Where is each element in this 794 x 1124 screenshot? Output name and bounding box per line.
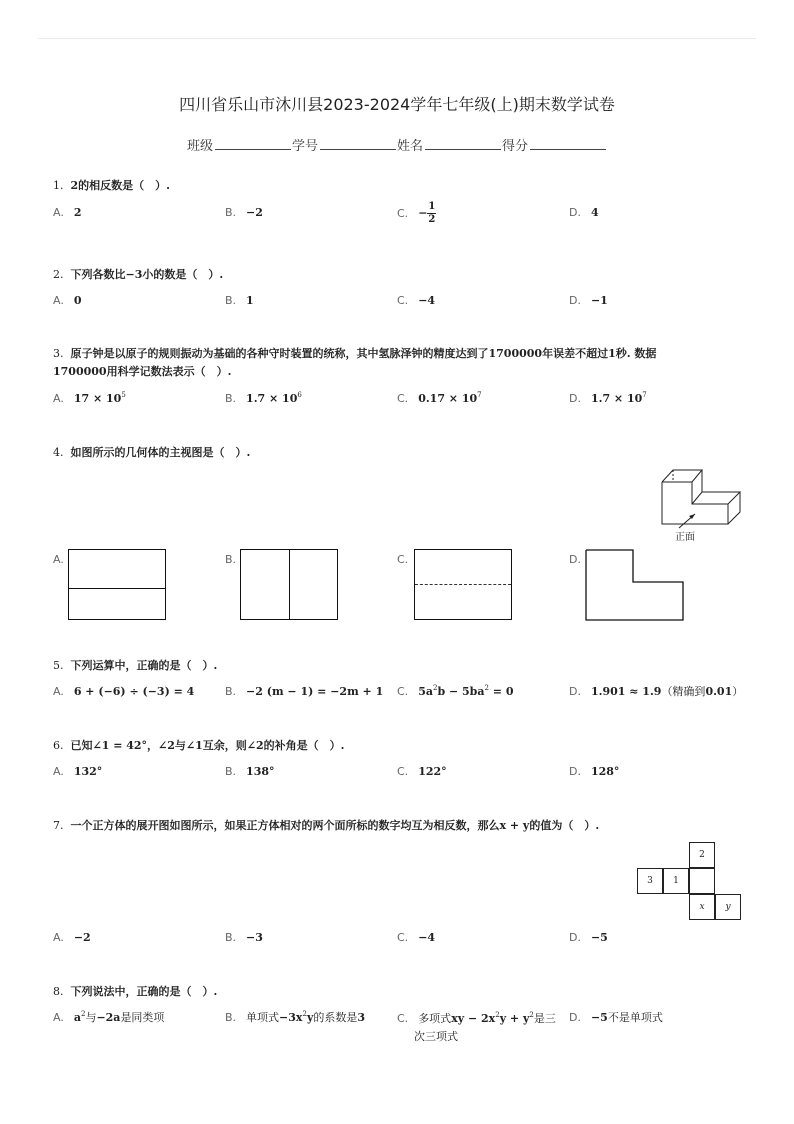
class-blank[interactable]: [215, 138, 291, 150]
q4-a-view: [68, 549, 166, 620]
question-number: 2.: [53, 268, 64, 281]
q2-option-c[interactable]: C. −4: [397, 294, 436, 307]
question-2: [53, 266, 223, 284]
question-8: [53, 983, 217, 1001]
q8-option-d[interactable]: D. −5不是单项式: [569, 1011, 663, 1024]
front-label: 正面: [675, 532, 695, 543]
q1-option-c[interactable]: C. − $\frac{1}{2}$: [397, 201, 436, 225]
q4-option-b[interactable]: B.: [225, 553, 237, 566]
question-number: 4.: [53, 446, 64, 459]
q4-d-view: [585, 549, 685, 621]
q6-option-d[interactable]: D. 128°: [569, 765, 620, 778]
question-4: [53, 444, 250, 462]
fraction: $\frac{1}{2}$: [428, 201, 436, 225]
q4-option-d[interactable]: D.: [569, 553, 581, 566]
q6-option-b[interactable]: B. 138°: [225, 765, 275, 778]
question-number: 7.: [53, 819, 64, 832]
q4-option-c[interactable]: C.: [397, 553, 409, 566]
class-label: 班级: [186, 139, 213, 154]
q5-option-d[interactable]: D. 1.901 ≈ 1.9（精确到0.01）: [569, 685, 744, 698]
horizontal-divider: [69, 588, 165, 589]
score-blank[interactable]: [530, 138, 606, 150]
q5-option-a[interactable]: A. 6 + (−6) ÷ (−3) = 4: [53, 685, 195, 698]
question-text: 已知∠1 = 42°，∠2与∠1互余，则∠2的补角是（ ）.: [70, 739, 345, 752]
question-3: [53, 345, 753, 381]
student-info-line: [0, 135, 794, 154]
question-text: 如图所示的几何体的主视图是（ ）.: [70, 446, 251, 459]
q1-option-b[interactable]: B. −2: [225, 206, 263, 219]
question-text: 下列说法中，正确的是（ ）.: [70, 985, 218, 998]
net-face-top: 2: [689, 842, 715, 868]
q6-option-a[interactable]: A. 132°: [53, 765, 103, 778]
q6-option-c[interactable]: C. 122°: [397, 765, 447, 778]
question-number: 1.: [53, 179, 64, 192]
vertical-divider: [289, 550, 290, 619]
question-text: 一个正方体的展开图如图所示，如果正方体相对的两个面所标的数字均互为相反数，那么x + y的值为（ ）.: [70, 819, 600, 832]
page-title: 四川省乐山市沐川县2023-2024学年七年级(上)期末数学试卷: [179, 95, 615, 114]
question-6: [53, 737, 345, 755]
question-number: 8.: [53, 985, 64, 998]
id-label: 学号: [291, 139, 318, 154]
net-face-center: [689, 868, 715, 894]
question-5: [53, 657, 217, 675]
q3-option-d[interactable]: D. $1.7 \times 10^7$: [569, 391, 647, 405]
question-text-line1: 原子钟是以原子的规则振动为基础的各种守时装置的统称，其中氢脉泽钟的精度达到了1700000年误差不超过1秒. 数据: [70, 347, 657, 360]
name-label: 姓名: [397, 139, 424, 154]
q8-option-a[interactable]: A. $a^2$与−2a是同类项: [53, 1010, 165, 1024]
net-face-left: 3: [637, 868, 663, 894]
q5-option-c[interactable]: C. $5a^2b - 5ba^2 = 0$: [397, 684, 514, 698]
dashed-divider: [415, 584, 511, 585]
question-text: 2的相反数是（ ）.: [70, 179, 170, 192]
question-1: [53, 177, 170, 195]
question-7: [53, 817, 599, 835]
q7-option-c[interactable]: C. −4: [397, 931, 436, 944]
page-top-rule: [38, 38, 756, 39]
q7-option-b[interactable]: B. −3: [225, 931, 263, 944]
q2-option-d[interactable]: D. −1: [569, 294, 608, 307]
q4-c-view: [414, 549, 512, 620]
net-face-x: x: [689, 894, 715, 920]
name-blank[interactable]: [425, 138, 501, 150]
id-blank[interactable]: [320, 138, 396, 150]
q3-option-a[interactable]: A. $17 \times 10^5$: [53, 391, 126, 405]
q4-b-view: [240, 549, 338, 620]
q1-option-a[interactable]: A. 2: [53, 206, 82, 219]
q3-option-c[interactable]: C. $0.17 \times 10^7$: [397, 391, 482, 405]
score-label: 得分: [502, 139, 529, 154]
net-face-y: y: [715, 894, 741, 920]
q2-option-a[interactable]: A. 0: [53, 294, 82, 307]
question-number: 3.: [53, 347, 64, 360]
question-number: 6.: [53, 739, 64, 752]
question-number: 5.: [53, 659, 64, 672]
q5-option-b[interactable]: B. −2 (m − 1) = −2m + 1: [225, 685, 384, 698]
q8-option-b[interactable]: B. 单项式$-3x^2y$的系数是3: [225, 1010, 366, 1024]
q7-option-d[interactable]: D. −5: [569, 931, 608, 944]
q3-option-b[interactable]: B. $1.7 \times 10^6$: [225, 391, 302, 405]
solid-figure-3d: [655, 462, 750, 544]
q1-option-d[interactable]: D. 4: [569, 206, 599, 219]
net-face-mid: 1: [663, 868, 689, 894]
question-text-line2: 1700000用科学记数法表示（ ）.: [53, 365, 232, 378]
question-text: 下列运算中，正确的是（ ）.: [70, 659, 218, 672]
q4-option-a[interactable]: A.: [53, 553, 64, 566]
q7-option-a[interactable]: A. −2: [53, 931, 91, 944]
q8-option-c[interactable]: C. 多项式xy − $2x^2y + y^2$是三 次三项式: [397, 1011, 556, 1043]
q2-option-b[interactable]: B. 1: [225, 294, 254, 307]
question-text: 下列各数比−3小的数是（ ）.: [70, 268, 224, 281]
